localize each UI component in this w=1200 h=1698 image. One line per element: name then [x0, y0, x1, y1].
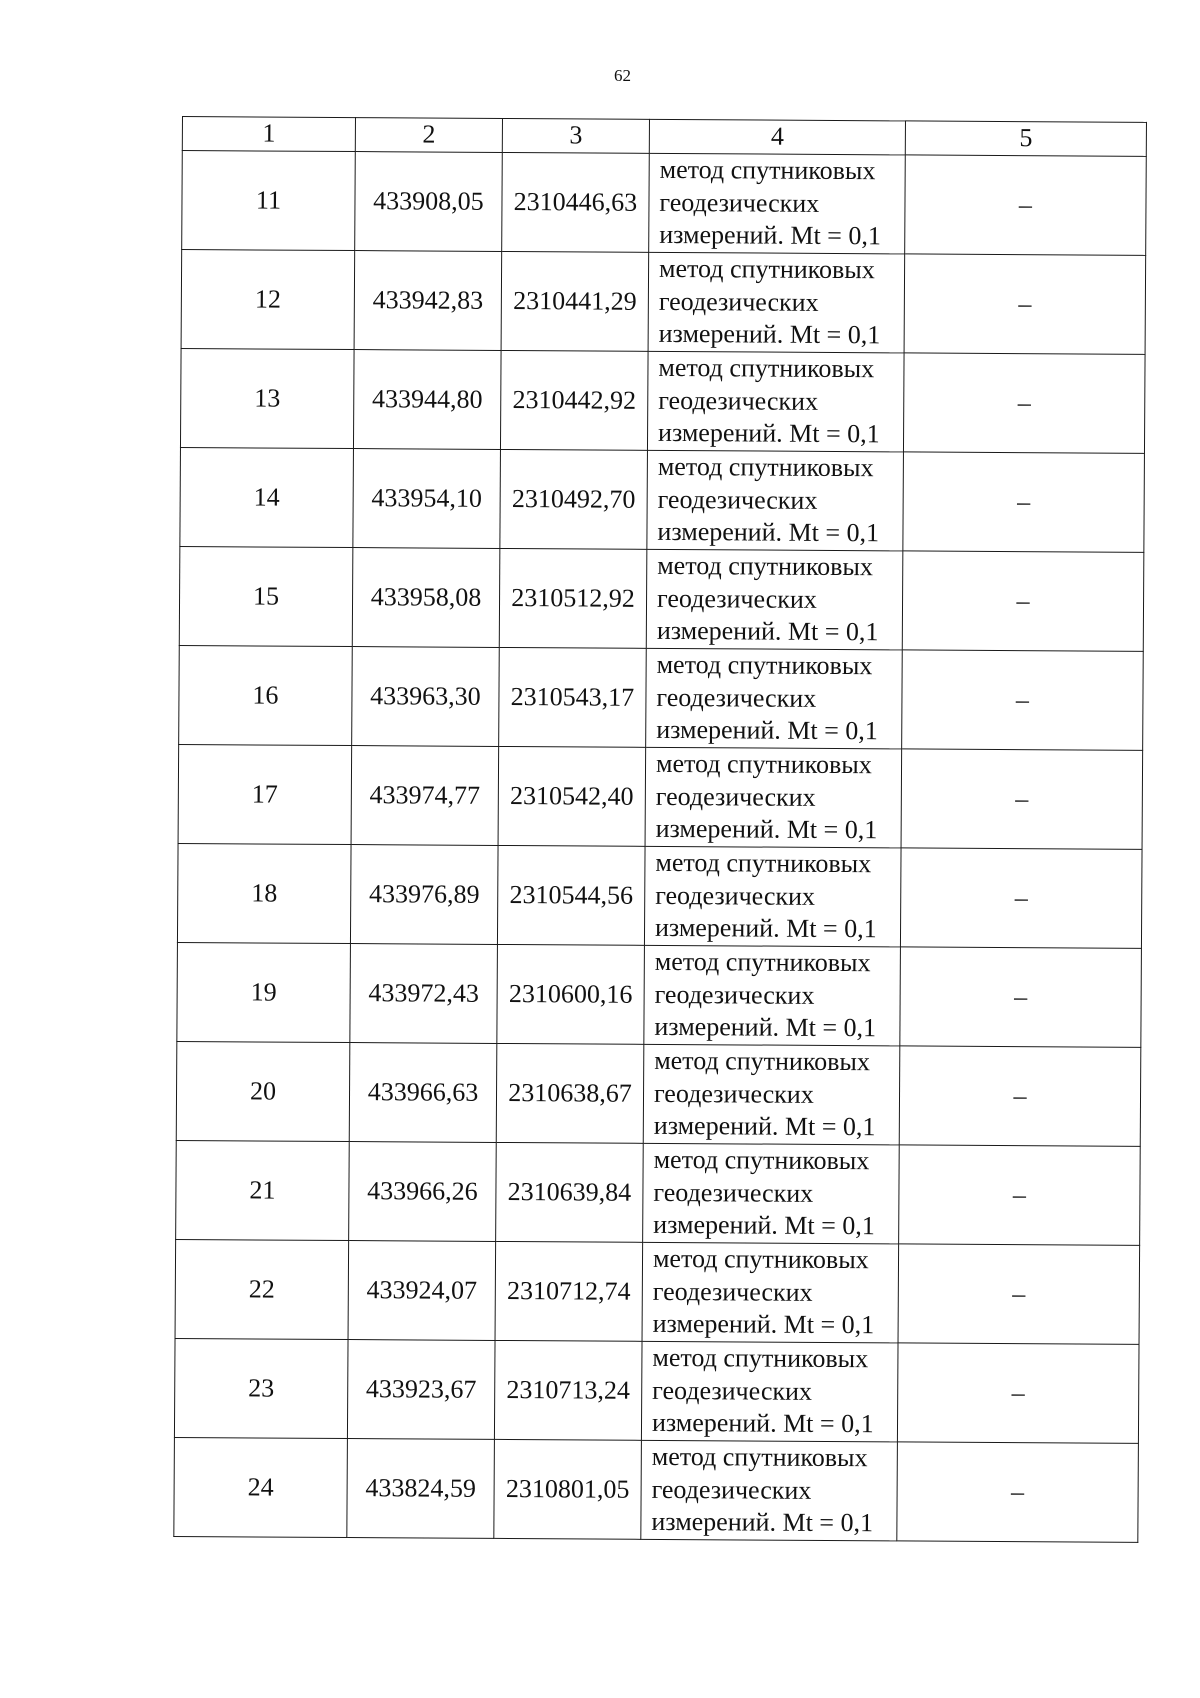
x-coordinate-cell: 433974,77 [351, 746, 499, 846]
method-line: измерений. Mt = 0,1 [654, 1012, 877, 1043]
table-body [174, 151, 1146, 1543]
note-cell: – [903, 353, 1145, 453]
method-line: метод спутниковых [654, 947, 871, 978]
y-coordinate-cell: 2310492,70 [500, 449, 648, 549]
method-cell [643, 1143, 900, 1244]
x-coordinate-cell: 433954,10 [353, 449, 501, 549]
note-cell: – [899, 1046, 1141, 1146]
point-number-cell: 22 [175, 1239, 349, 1339]
method-line: геодезических [655, 880, 816, 911]
column-header: 3 [502, 118, 649, 153]
method-line: геодезических [651, 1474, 812, 1505]
method-line: метод спутниковых [657, 551, 874, 582]
method-line: метод спутниковых [659, 155, 876, 186]
y-coordinate-cell: 2310446,63 [502, 152, 650, 252]
table-row [181, 250, 1146, 355]
method-line: геодезических [653, 1078, 814, 1109]
point-number-cell: 18 [177, 843, 351, 943]
note-cell: – [902, 551, 1144, 651]
method-line: метод спутниковых [656, 650, 873, 681]
table-row [176, 1140, 1141, 1245]
note-cell: – [898, 1244, 1140, 1344]
method-cell [642, 1242, 899, 1343]
point-number-cell: 11 [182, 151, 356, 251]
point-number-cell: 23 [174, 1338, 348, 1438]
method-line: метод спутниковых [655, 749, 872, 780]
method-line: метод спутниковых [658, 353, 875, 384]
x-coordinate-cell: 433908,05 [355, 152, 503, 252]
method-line: измерений. Mt = 0,1 [656, 616, 879, 647]
point-number-cell: 17 [178, 744, 352, 844]
note-cell: – [902, 650, 1144, 750]
x-coordinate-cell: 433944,80 [353, 350, 501, 450]
method-line: метод спутниковых [657, 452, 874, 483]
method-line: измерений. Mt = 0,1 [651, 1408, 874, 1439]
method-line: измерений. Mt = 0,1 [656, 715, 878, 746]
method-cell [644, 945, 901, 1046]
table-row [178, 744, 1143, 849]
y-coordinate-cell: 2310442,92 [500, 350, 648, 450]
method-line: геодезических [652, 1375, 813, 1406]
method-line: измерений. Mt = 0,1 [654, 913, 877, 944]
method-line: метод спутниковых [652, 1244, 869, 1275]
method-line: геодезических [658, 385, 819, 416]
method-line: метод спутниковых [652, 1343, 869, 1374]
point-number-cell: 13 [180, 348, 354, 448]
y-coordinate-cell: 2310512,92 [499, 548, 647, 648]
method-line: метод спутниковых [655, 848, 872, 879]
table-row [174, 1437, 1139, 1542]
note-cell: – [899, 1145, 1141, 1245]
note-cell: – [900, 947, 1142, 1047]
point-number-cell: 21 [176, 1140, 350, 1240]
method-cell [643, 1044, 900, 1145]
coordinates-table [173, 116, 1147, 1543]
page-number: 62 [614, 66, 631, 85]
point-number-cell: 19 [177, 942, 351, 1042]
x-coordinate-cell: 433924,07 [348, 1241, 496, 1341]
method-line: геодезических [656, 682, 817, 713]
y-coordinate-cell: 2310638,67 [496, 1043, 644, 1143]
method-cell [641, 1341, 898, 1442]
method-cell [648, 252, 905, 353]
method-line: измерений. Mt = 0,1 [659, 220, 881, 251]
x-coordinate-cell: 433966,63 [349, 1043, 497, 1143]
method-line: геодезических [658, 286, 819, 317]
column-header: 5 [905, 121, 1146, 156]
method-line: измерений. Mt = 0,1 [657, 418, 880, 449]
table-row [177, 942, 1142, 1047]
y-coordinate-cell: 2310713,24 [494, 1340, 642, 1440]
method-line: измерений. Mt = 0,1 [653, 1210, 875, 1241]
point-number-cell: 12 [181, 250, 355, 350]
method-line: измерений. Mt = 0,1 [658, 319, 881, 350]
column-header: 4 [649, 119, 905, 155]
point-number-cell: 14 [180, 447, 354, 547]
x-coordinate-cell: 433923,67 [347, 1340, 495, 1440]
y-coordinate-cell: 2310600,16 [497, 944, 645, 1044]
method-line: метод спутниковых [654, 1046, 871, 1077]
x-coordinate-cell: 433972,43 [350, 944, 498, 1044]
method-line: измерений. Mt = 0,1 [653, 1111, 876, 1142]
note-cell: – [897, 1343, 1139, 1443]
y-coordinate-cell: 2310543,17 [499, 647, 647, 747]
table-row [174, 1338, 1139, 1443]
y-coordinate-cell: 2310542,40 [498, 746, 646, 846]
method-cell [644, 846, 901, 947]
method-line: геодезических [652, 1276, 813, 1307]
note-cell: – [901, 749, 1143, 849]
point-number-cell: 24 [174, 1437, 348, 1537]
table-row [177, 843, 1142, 948]
method-line: геодезических [659, 187, 820, 218]
table-row [175, 1239, 1140, 1344]
table-row [176, 1041, 1141, 1146]
x-coordinate-cell: 433824,59 [347, 1439, 495, 1539]
note-cell: – [905, 155, 1147, 255]
x-coordinate-cell: 433942,83 [354, 251, 502, 351]
method-line: геодезических [655, 781, 816, 812]
method-line: измерений. Mt = 0,1 [652, 1309, 875, 1340]
method-line: измерений. Mt = 0,1 [655, 814, 878, 845]
method-line: измерений. Mt = 0,1 [651, 1507, 874, 1538]
table-row [180, 447, 1145, 552]
note-cell: – [903, 452, 1145, 552]
method-cell [646, 648, 903, 749]
method-line: геодезических [654, 979, 815, 1010]
method-line: метод спутниковых [651, 1442, 868, 1473]
column-header: 1 [182, 117, 355, 152]
y-coordinate-cell: 2310441,29 [501, 251, 649, 351]
method-cell [645, 747, 902, 848]
table-row [179, 546, 1144, 651]
table-row [179, 645, 1144, 750]
x-coordinate-cell: 433963,30 [352, 647, 500, 747]
y-coordinate-cell: 2310544,56 [497, 845, 645, 945]
table-row [180, 348, 1145, 453]
y-coordinate-cell: 2310801,05 [494, 1439, 642, 1539]
point-number-cell: 20 [176, 1041, 350, 1141]
method-line: метод спутниковых [658, 254, 875, 285]
method-cell [647, 450, 904, 551]
method-line: метод спутниковых [653, 1145, 870, 1176]
method-line: геодезических [657, 484, 818, 515]
method-line: геодезических [656, 583, 817, 614]
method-line: измерений. Mt = 0,1 [657, 517, 880, 548]
method-cell [647, 351, 904, 452]
method-cell [649, 153, 906, 254]
method-cell [646, 549, 903, 650]
note-cell: – [904, 254, 1146, 354]
note-cell: – [900, 848, 1142, 948]
table-row [182, 151, 1147, 256]
note-cell: – [897, 1442, 1139, 1542]
method-line: геодезических [653, 1177, 814, 1208]
y-coordinate-cell: 2310639,84 [496, 1142, 644, 1242]
x-coordinate-cell: 433966,26 [349, 1142, 497, 1242]
column-header: 2 [355, 118, 502, 153]
method-cell [641, 1440, 898, 1541]
point-number-cell: 16 [179, 645, 353, 745]
point-number-cell: 15 [179, 546, 353, 646]
x-coordinate-cell: 433958,08 [352, 548, 500, 648]
x-coordinate-cell: 433976,89 [350, 845, 498, 945]
y-coordinate-cell: 2310712,74 [495, 1241, 643, 1341]
